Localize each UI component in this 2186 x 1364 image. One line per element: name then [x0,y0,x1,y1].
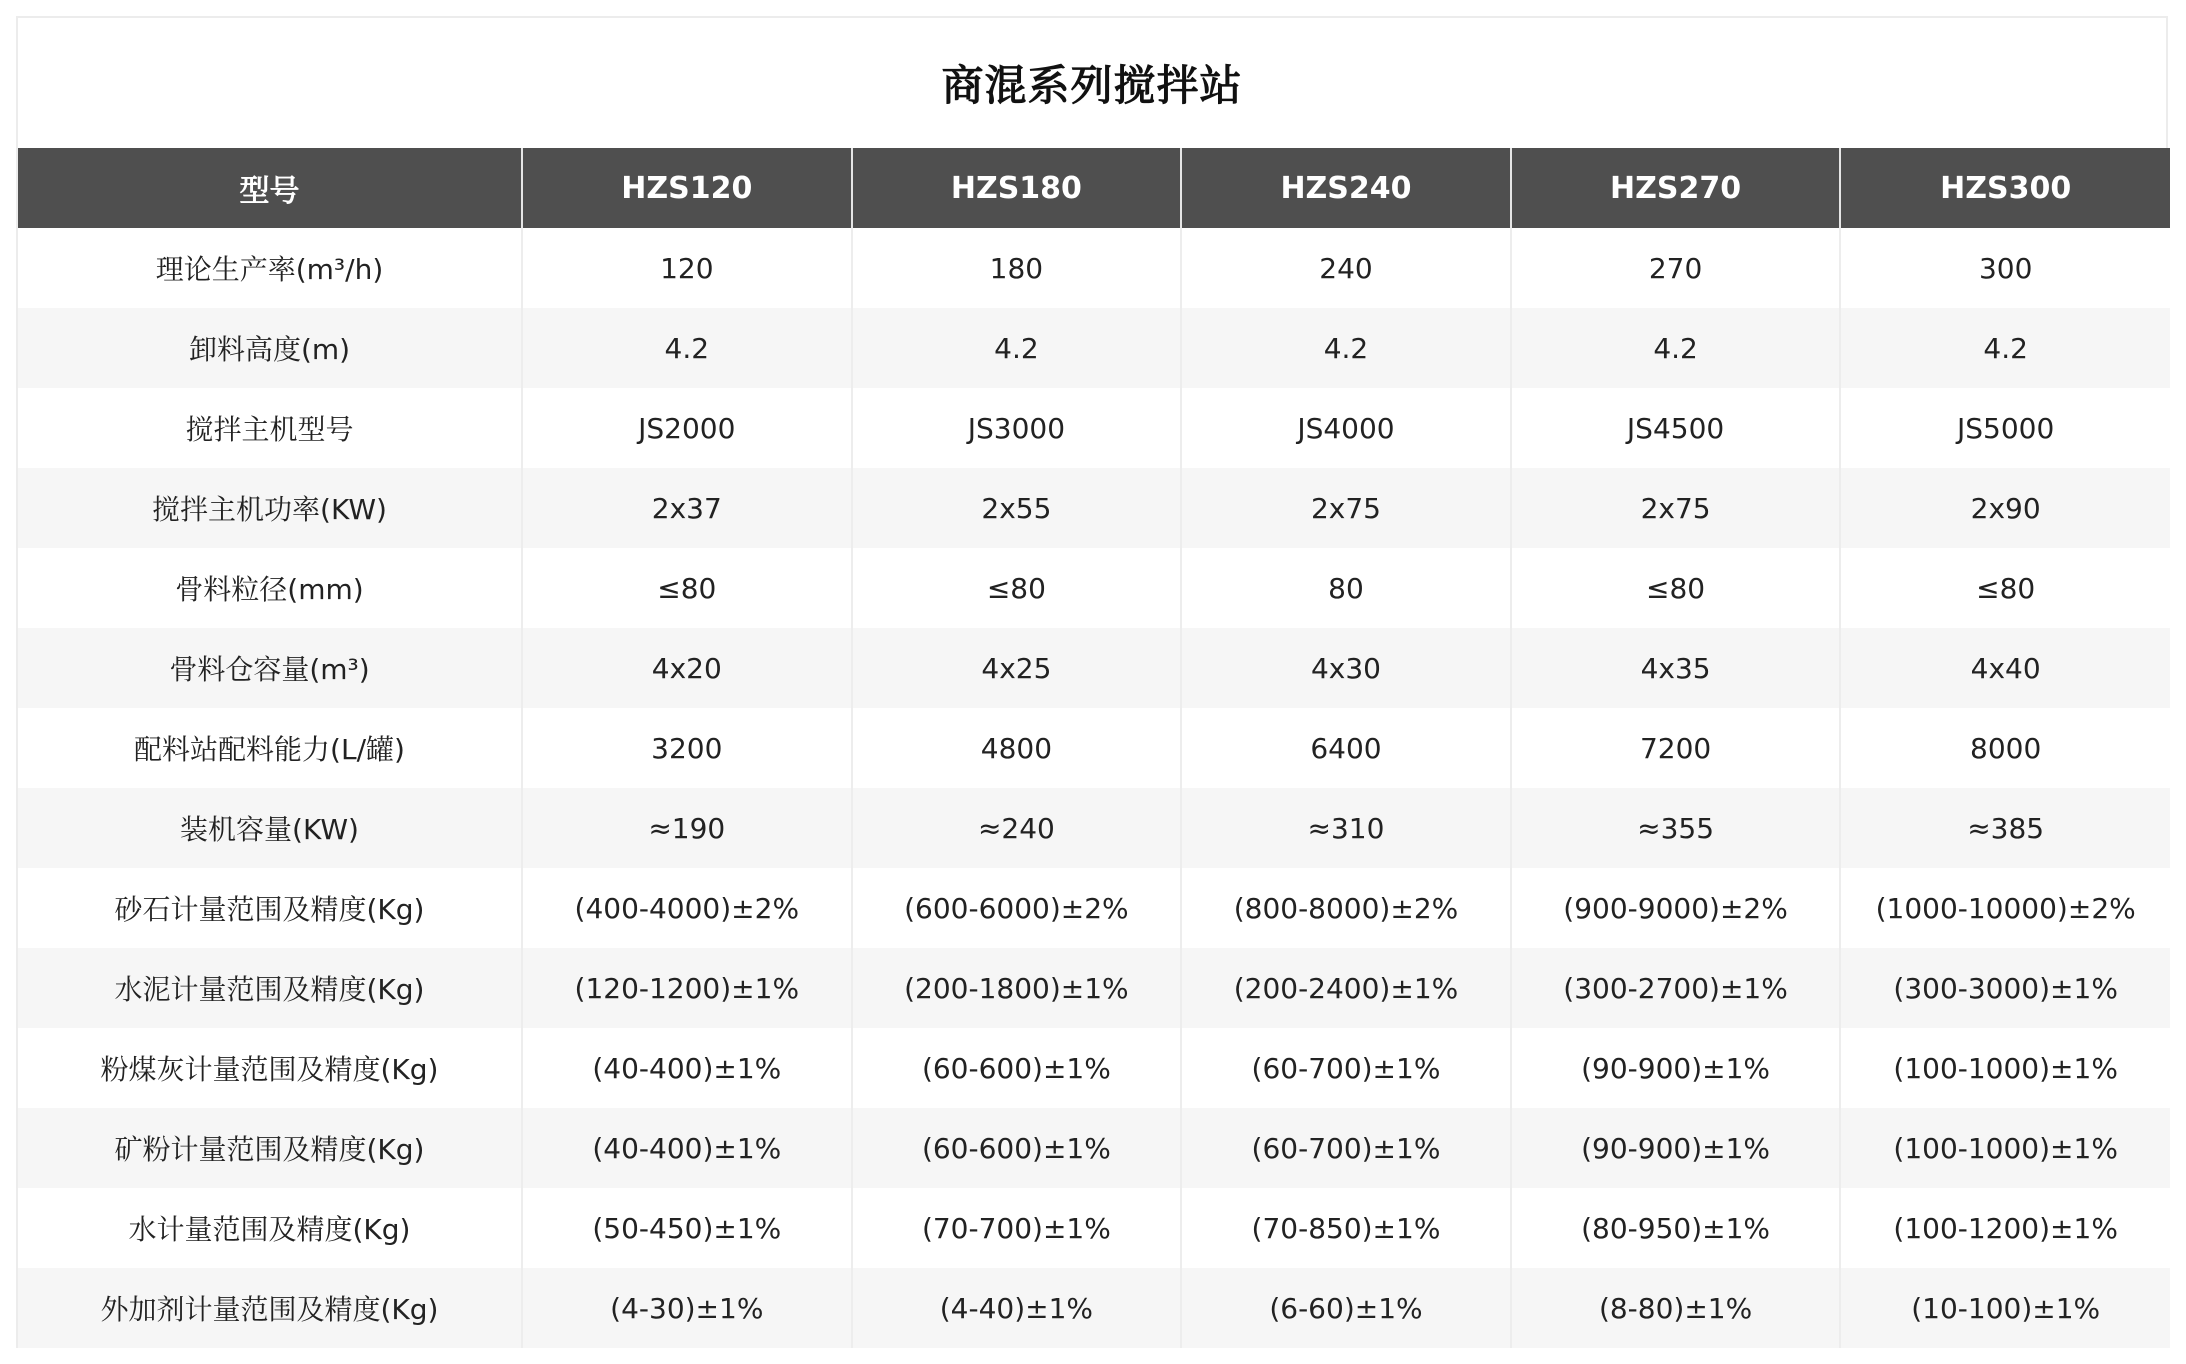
table-cell: (90-900)±1% [1511,1108,1841,1188]
page-title: 商混系列搅拌站 [941,61,1243,110]
table-row [18,308,2170,388]
header-cell-hzs300: HZS300 [1840,148,2170,228]
table-cell: (900-9000)±2% [1511,868,1841,948]
row-label-cell: 矿粉计量范围及精度(Kg) [18,1108,522,1188]
table-row [18,708,2170,788]
table-cell: 270 [1511,228,1841,308]
row-label-cell: 骨料粒径(mm) [18,548,522,628]
table-cell: (70-850)±1% [1181,1188,1511,1268]
table-cell: 120 [522,228,852,308]
table-cell: 7200 [1511,708,1841,788]
table-cell: (60-700)±1% [1181,1108,1511,1188]
table-cell: 2x75 [1181,468,1511,548]
table-row [18,228,2170,308]
spec-table-card [16,16,2168,1348]
table-cell: ≈240 [852,788,1182,868]
table-cell: (300-3000)±1% [1840,948,2170,1028]
table-cell: (100-1000)±1% [1840,1108,2170,1188]
table-row [18,1108,2170,1188]
table-cell: 4.2 [522,308,852,388]
table-row [18,628,2170,708]
table-cell: 4x20 [522,628,852,708]
table-row [18,948,2170,1028]
table-cell: (100-1000)±1% [1840,1028,2170,1108]
table-cell: ≈355 [1511,788,1841,868]
table-header-row [18,148,2170,228]
table-cell: (60-600)±1% [852,1108,1182,1188]
table-cell: (10-100)±1% [1840,1268,2170,1348]
table-cell: (300-2700)±1% [1511,948,1841,1028]
table-cell: 4x35 [1511,628,1841,708]
table-cell: JS4500 [1511,388,1841,468]
table-cell: 300 [1840,228,2170,308]
table-cell: 2x90 [1840,468,2170,548]
row-label-cell: 搅拌主机型号 [18,388,522,468]
table-cell: 240 [1181,228,1511,308]
table-row [18,788,2170,868]
table-cell: 6400 [1181,708,1511,788]
table-cell: JS5000 [1840,388,2170,468]
table-cell: ≤80 [1511,548,1841,628]
table-cell: (200-1800)±1% [852,948,1182,1028]
table-cell: (6-60)±1% [1181,1268,1511,1348]
table-cell: JS3000 [852,388,1182,468]
row-label-cell: 砂石计量范围及精度(Kg) [18,868,522,948]
row-label-cell: 搅拌主机功率(KW) [18,468,522,548]
table-cell: (400-4000)±2% [522,868,852,948]
table-cell: (80-950)±1% [1511,1188,1841,1268]
table-cell: 4x25 [852,628,1182,708]
table-cell: (120-1200)±1% [522,948,852,1028]
table-cell: (50-450)±1% [522,1188,852,1268]
table-cell: (60-700)±1% [1181,1028,1511,1108]
header-cell-hzs270: HZS270 [1511,148,1841,228]
table-cell: ≤80 [522,548,852,628]
table-cell: (40-400)±1% [522,1028,852,1108]
table-row [18,388,2170,468]
row-label-cell: 水泥计量范围及精度(Kg) [18,948,522,1028]
table-row [18,548,2170,628]
table-cell: (4-40)±1% [852,1268,1182,1348]
table-cell: (800-8000)±2% [1181,868,1511,948]
header-cell-hzs180: HZS180 [852,148,1182,228]
table-cell: ≤80 [1840,548,2170,628]
table-cell: (8-80)±1% [1511,1268,1841,1348]
table-cell: JS2000 [522,388,852,468]
table-row [18,1028,2170,1108]
spec-table [18,148,2170,1348]
row-label-cell: 配料站配料能力(L/罐) [18,708,522,788]
table-body [18,228,2170,1348]
row-label-cell: 粉煤灰计量范围及精度(Kg) [18,1028,522,1108]
table-cell: ≤80 [852,548,1182,628]
header-cell-model: 型号 [18,148,522,228]
table-cell: ≈190 [522,788,852,868]
table-cell: (40-400)±1% [522,1108,852,1188]
table-cell: (600-6000)±2% [852,868,1182,948]
row-label-cell: 外加剂计量范围及精度(Kg) [18,1268,522,1348]
table-cell: (60-600)±1% [852,1028,1182,1108]
table-cell: ≈385 [1840,788,2170,868]
row-label-cell: 装机容量(KW) [18,788,522,868]
header-cell-hzs240: HZS240 [1181,148,1511,228]
table-cell: ≈310 [1181,788,1511,868]
table-row [18,468,2170,548]
table-row [18,1268,2170,1348]
table-cell: 2x75 [1511,468,1841,548]
table-cell: (200-2400)±1% [1181,948,1511,1028]
table-cell: 80 [1181,548,1511,628]
table-cell: (70-700)±1% [852,1188,1182,1268]
table-cell: 4.2 [852,308,1182,388]
table-cell: 2x37 [522,468,852,548]
table-cell: 4x30 [1181,628,1511,708]
table-cell: JS4000 [1181,388,1511,468]
row-label-cell: 骨料仓容量(m³) [18,628,522,708]
table-cell: 3200 [522,708,852,788]
table-cell: 4.2 [1511,308,1841,388]
table-cell: (4-30)±1% [522,1268,852,1348]
table-cell: (1000-10000)±2% [1840,868,2170,948]
table-cell: 4x40 [1840,628,2170,708]
table-row [18,1188,2170,1268]
table-row [18,868,2170,948]
table-cell: (90-900)±1% [1511,1028,1841,1108]
table-cell: 4800 [852,708,1182,788]
table-cell: 8000 [1840,708,2170,788]
row-label-cell: 水计量范围及精度(Kg) [18,1188,522,1268]
table-cell: 4.2 [1181,308,1511,388]
table-cell: (100-1200)±1% [1840,1188,2170,1268]
header-cell-hzs120: HZS120 [522,148,852,228]
row-label-cell: 理论生产率(m³/h) [18,228,522,308]
table-cell: 180 [852,228,1182,308]
table-cell: 2x55 [852,468,1182,548]
table-cell: 4.2 [1840,308,2170,388]
row-label-cell: 卸料高度(m) [18,308,522,388]
